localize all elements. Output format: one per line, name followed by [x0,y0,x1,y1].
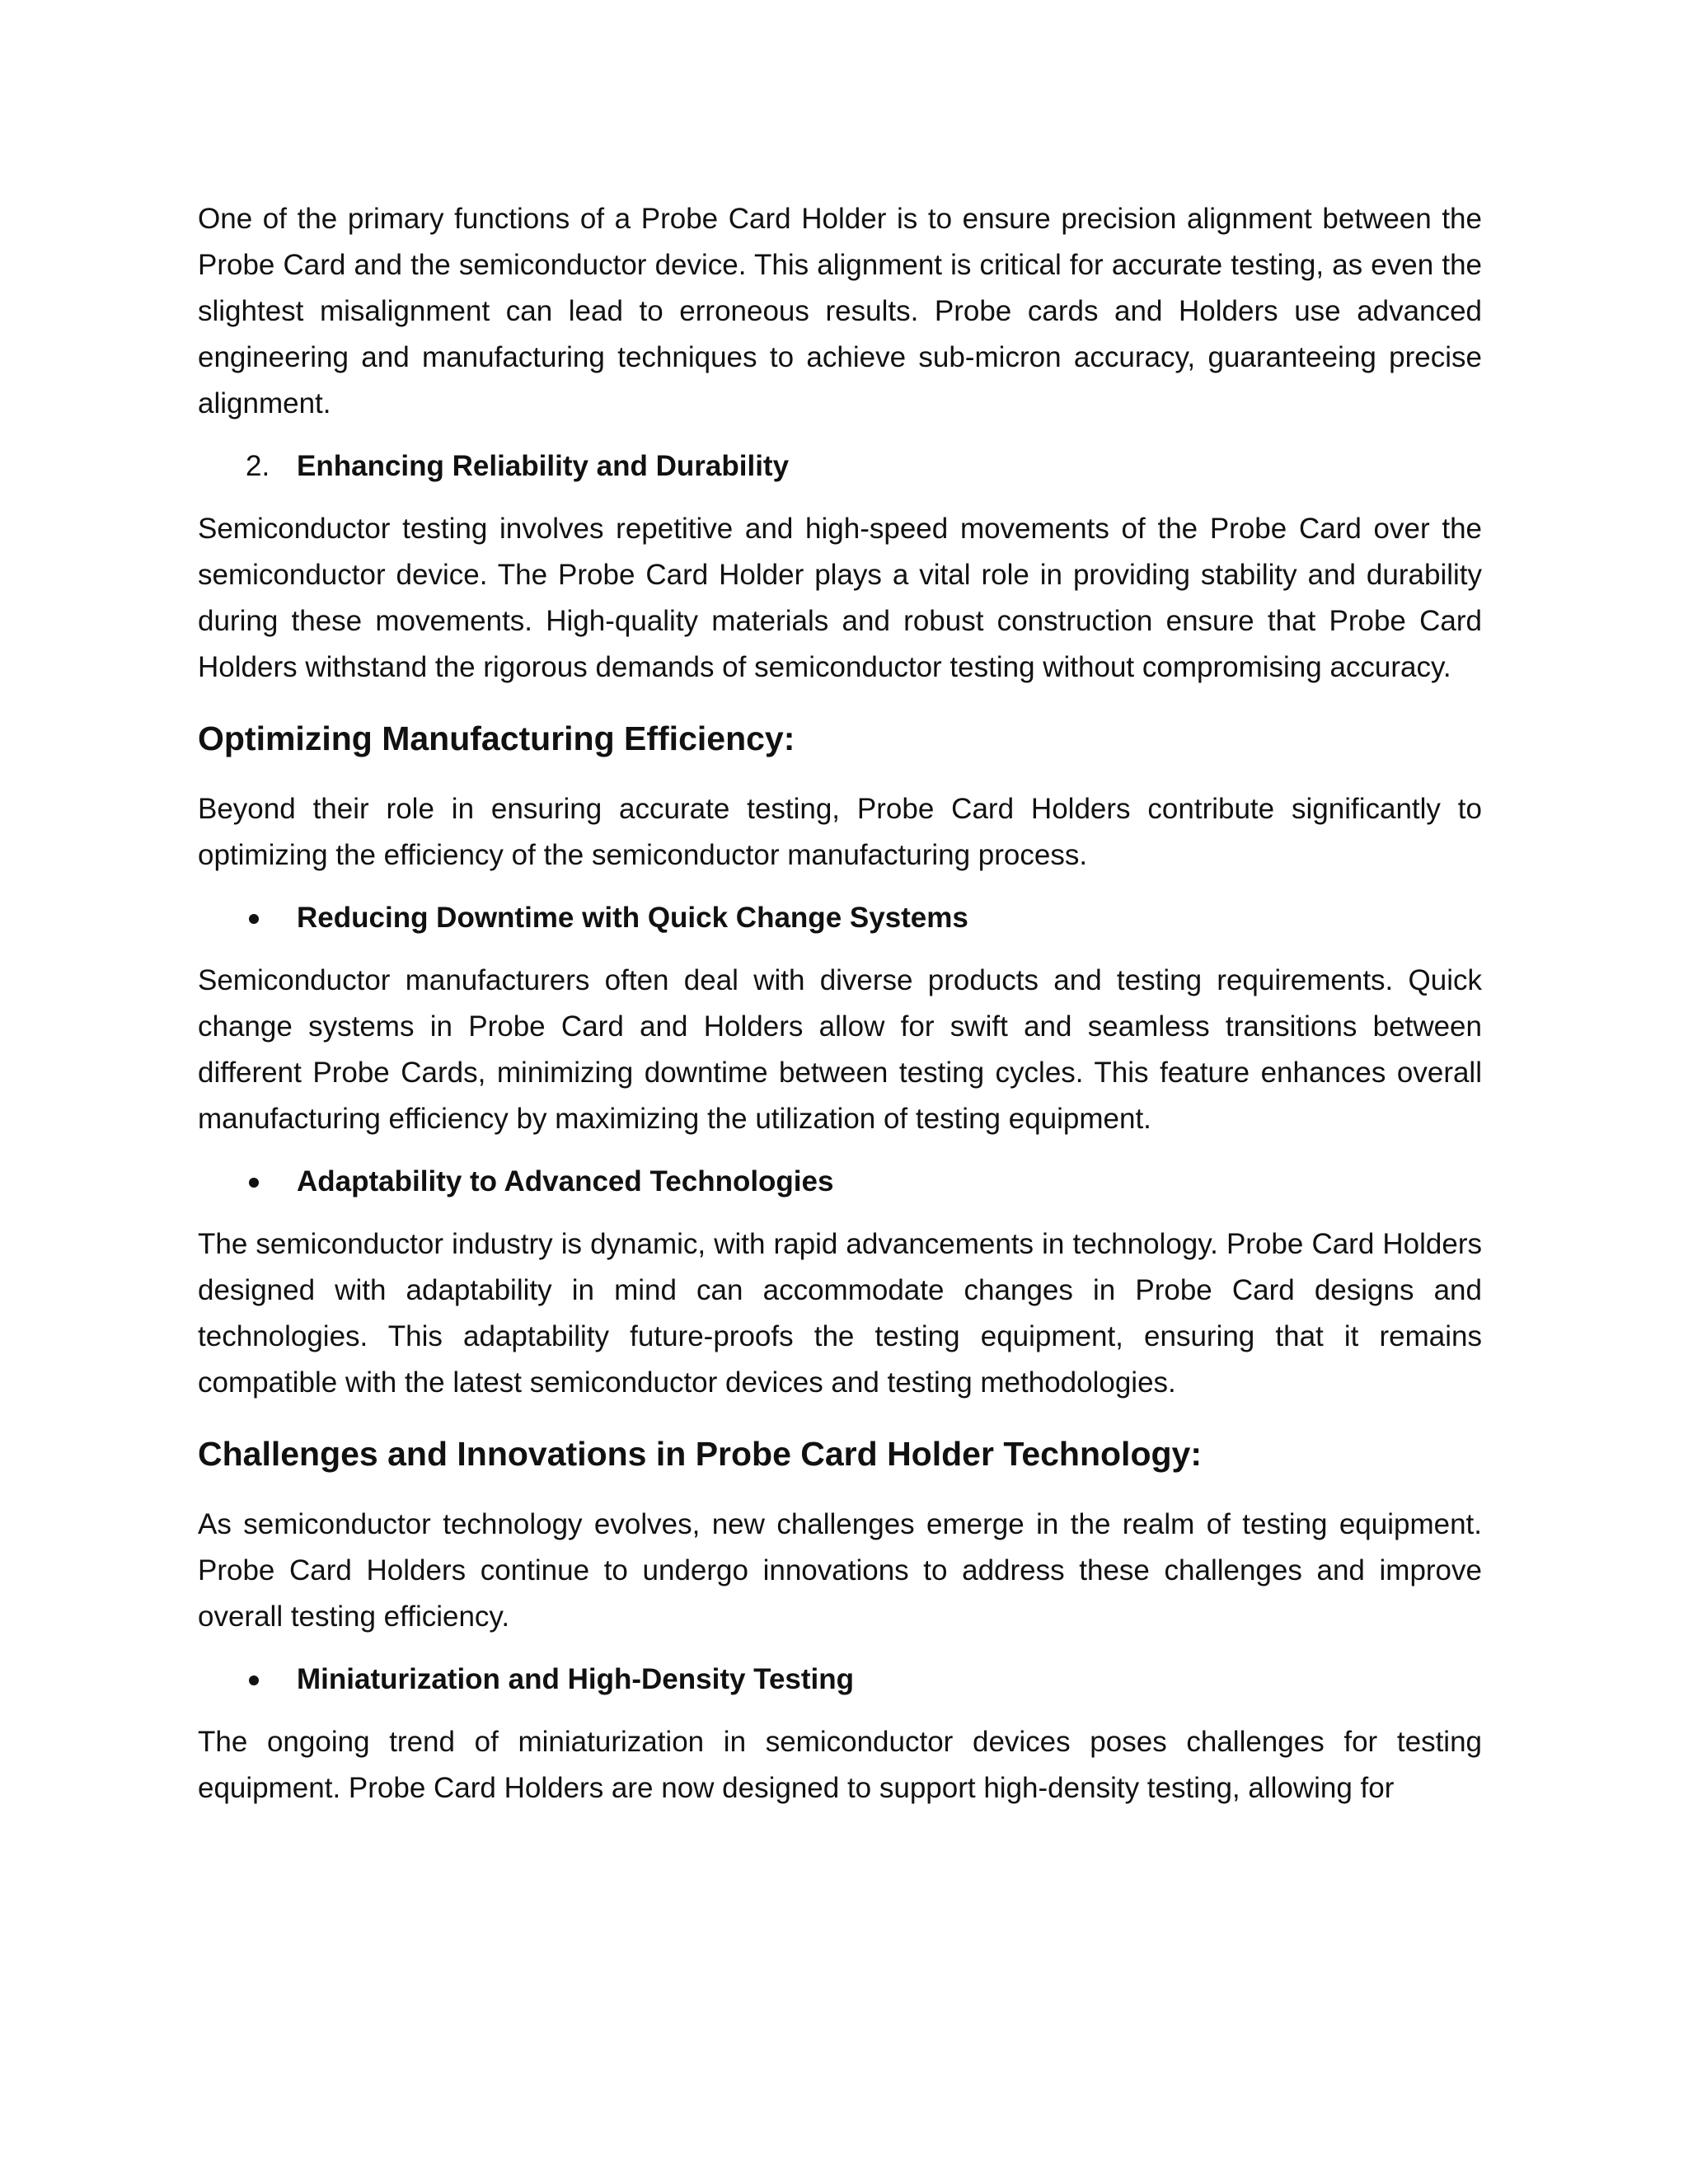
paragraph-efficiency-intro: Beyond their role in ensuring accurate testing, Probe Card Holders contribute significantly to optimizing the efficiency of the semiconductor manufacturing process. [198,793,1482,871]
paragraph-quick-change: Semiconductor manufacturers often deal with diverse products and testing requirements. Quick change systems in Probe Card and Holders allow for swift and seamless transitions between different Probe Cards, minimizing downtime between testing cycles. This feature enhances overall manufacturing efficiency by maximizing the utilization of testing equipment. [198,964,1482,1135]
bullet-item-label: Adaptability to Advanced Technologies [297,1165,834,1197]
page-content [198,196,1482,1811]
paragraph-challenges-intro: As semiconductor technology evolves, new challenges emerge in the realm of testing equipment. Probe Card Holders continue to undergo innovations to address these challenges and improve overall testing efficiency. [198,1508,1482,1633]
bullet-icon [249,1675,259,1685]
bullet-item-quick-change [198,898,1482,938]
numbered-item-label: Enhancing Reliability and Durability [297,450,790,482]
bullet-item-miniaturization [198,1660,1482,1699]
bullet-item-label: Reducing Downtime with Quick Change Systems [297,902,968,934]
list-number: 2. [246,450,270,482]
bullet-icon [249,1178,259,1188]
paragraph-alignment: One of the primary functions of a Probe Card Holder is to ensure precision alignment between the Probe Card and the semiconductor device. This alignment is critical for accurate testing, as even the slightest misalignment can lead to erroneous results. Probe cards and Holders use advanced engineering and manufacturing techniques to achieve sub-micron accuracy, guaranteeing precise alignment. [198,203,1482,419]
heading-efficiency: Optimizing Manufacturing Efficiency: [198,719,795,757]
paragraph-miniaturization: The ongoing trend of miniaturization in semiconductor devices poses challenges for testing equipment. Probe Card Holders are now designed to support high-density testing, allowing for [198,1726,1482,1804]
paragraph-reliability: Semiconductor testing involves repetitive and high-speed movements of the Probe Card over the semiconductor device. The Probe Card Holder plays a vital role in providing stability and durability during these movements. High-quality materials and robust construction ensure that Probe Card Holders withstand the rigorous demands of semiconductor testing without compromising accuracy. [198,513,1482,683]
bullet-item-label: Miniaturization and High-Density Testing [297,1663,855,1695]
bullet-item-adaptability [198,1162,1482,1202]
paragraph-adaptability: The semiconductor industry is dynamic, with rapid advancements in technology. Probe Card Holders designed with adaptability in mind can accommodate changes in Probe Card designs and technologies. This adaptability future-proofs the testing equipment, ensuring that it remains compatible with the latest semiconductor devices and testing methodologies. [198,1228,1482,1399]
bullet-icon [249,914,259,924]
numbered-item-reliability [198,447,1482,486]
heading-challenges: Challenges and Innovations in Probe Card Holder Technology: [198,1435,1202,1473]
